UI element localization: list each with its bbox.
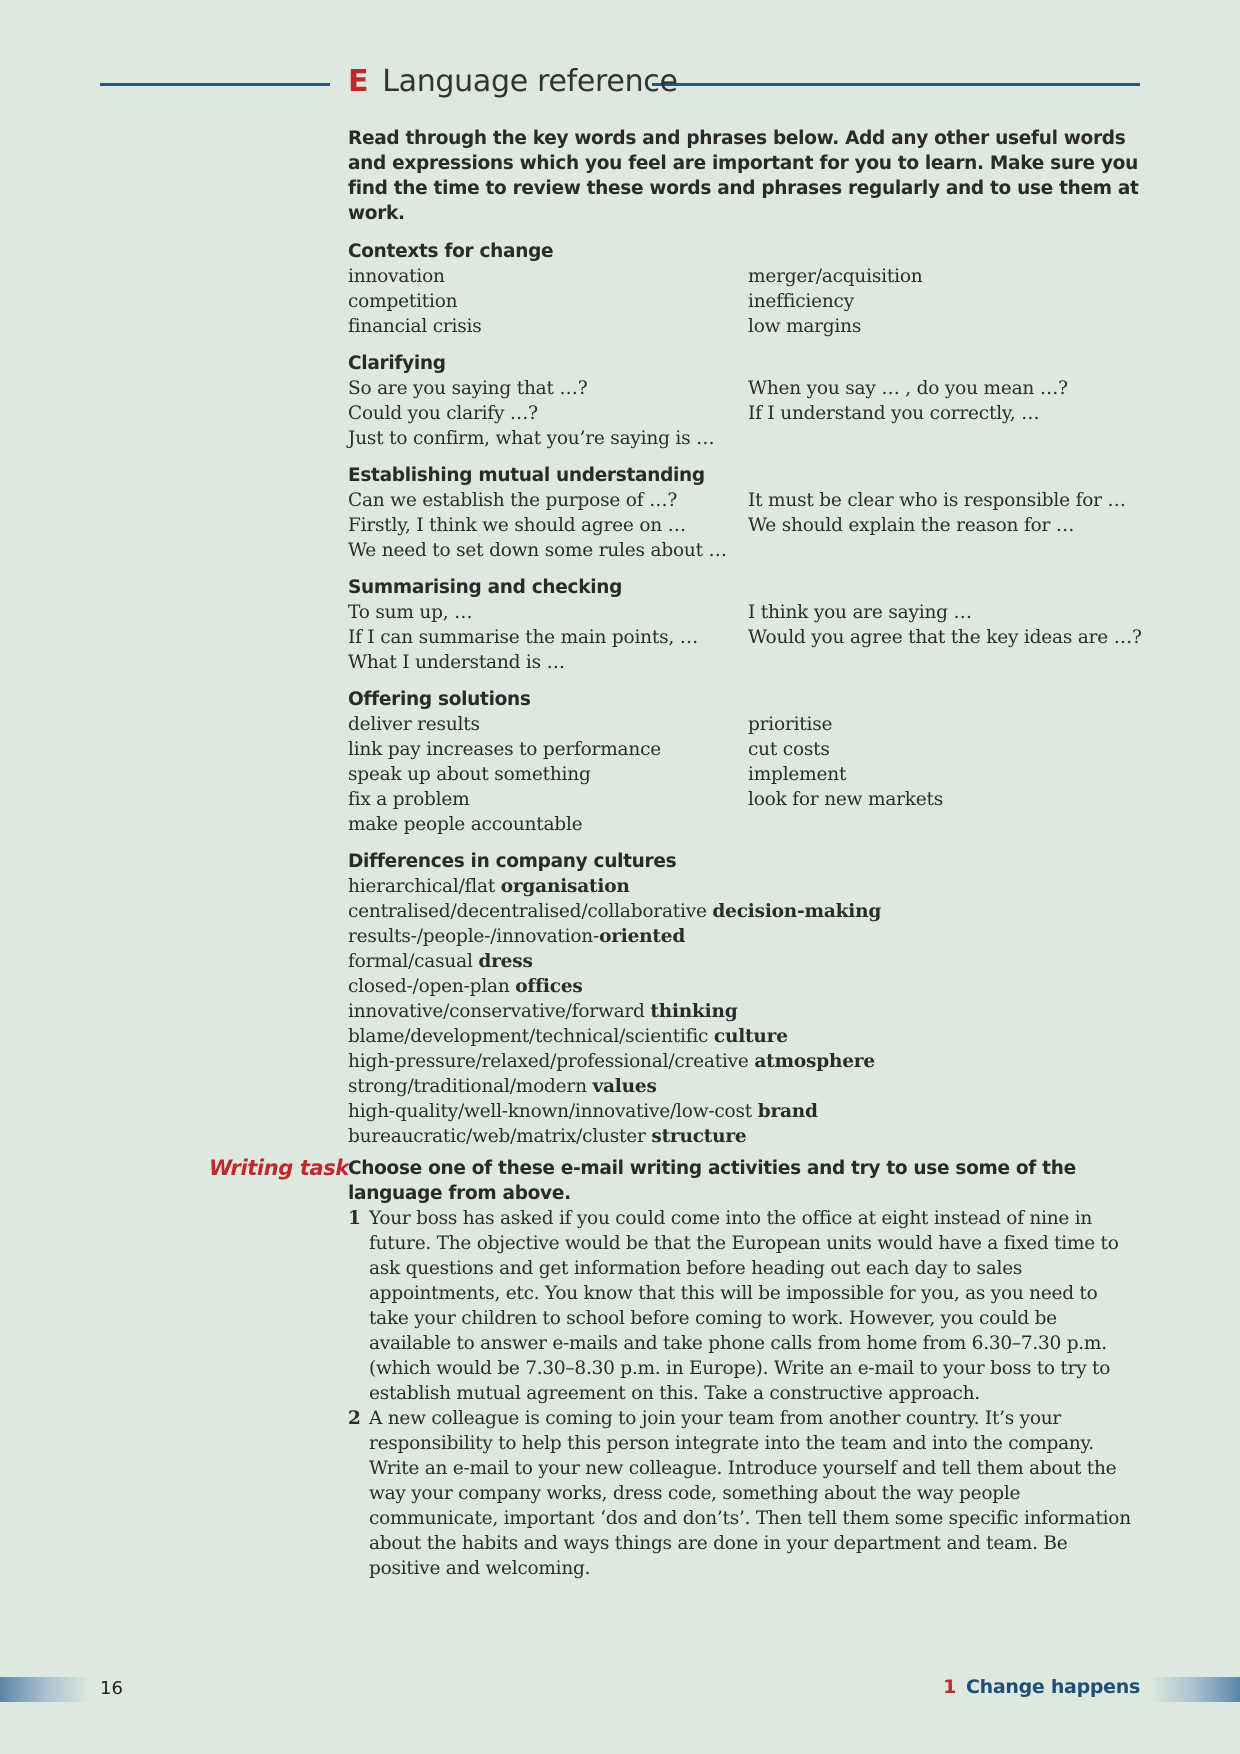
culture-keyword: values — [592, 1076, 657, 1097]
culture-prefix: closed-/open-plan — [348, 976, 516, 997]
culture-prefix: bureaucratic/web/matrix/cluster — [348, 1126, 652, 1147]
phrase-item: I think you are saying … — [748, 602, 972, 623]
group-column-left — [348, 712, 748, 837]
culture-prefix: hierarchical/flat — [348, 876, 501, 897]
footer-bar-right — [1150, 1677, 1240, 1702]
group-column-right — [748, 376, 1148, 451]
culture-item — [348, 899, 1148, 924]
culture-item — [348, 1049, 1148, 1074]
group-heading: Clarifying — [348, 353, 446, 374]
group-column-right — [748, 264, 1148, 339]
culture-prefix: results-/people-/innovation- — [348, 926, 600, 947]
phrase-item: So are you saying that …? — [348, 378, 588, 399]
section-letter: E — [348, 64, 369, 99]
phrase-item: Just to confirm, what you’re saying is … — [348, 428, 715, 449]
phrase-item: fix a problem — [348, 789, 470, 810]
culture-prefix: formal/casual — [348, 951, 479, 972]
page-number: 16 — [100, 1678, 123, 1699]
culture-item — [348, 874, 1148, 899]
group-column-left — [348, 264, 748, 339]
culture-item — [348, 999, 1148, 1024]
phrase-item: low margins — [748, 316, 862, 337]
culture-keyword: organisation — [500, 876, 630, 897]
group-columns — [348, 712, 1148, 837]
phrase-item: financial crisis — [348, 316, 482, 337]
phrase-item: To sum up, … — [348, 602, 473, 623]
group-column-right — [748, 712, 1148, 837]
culture-keyword: brand — [757, 1101, 818, 1122]
writing-task-label: Writing task — [209, 1156, 349, 1180]
phrase-item: When you say … , do you mean …? — [748, 378, 1068, 399]
culture-item — [348, 924, 1148, 949]
header-rule-left — [100, 83, 330, 86]
culture-item — [348, 1074, 1148, 1099]
group-columns — [348, 600, 1148, 675]
culture-items-list — [348, 874, 1148, 1149]
phrase-item: inefficiency — [748, 291, 854, 312]
culture-keyword: dress — [478, 951, 533, 972]
phrase-item: innovation — [348, 266, 445, 287]
culture-prefix: blame/development/technical/scientific — [348, 1026, 714, 1047]
culture-prefix: high-pressure/relaxed/professional/creative — [348, 1051, 755, 1072]
group-heading: Offering solutions — [348, 689, 531, 710]
phrase-item: speak up about something — [348, 764, 591, 785]
phrase-group — [348, 463, 1148, 563]
unit-number: 1 — [943, 1676, 956, 1698]
group-heading: Establishing mutual understanding — [348, 465, 705, 486]
culture-keyword: structure — [651, 1126, 747, 1147]
phrase-item: We need to set down some rules about … — [348, 540, 727, 561]
phrase-item: Would you agree that the key ideas are …? — [748, 627, 1142, 648]
culture-item — [348, 1124, 1148, 1149]
phrase-item: What I understand is … — [348, 652, 565, 673]
language-reference-content — [348, 126, 1148, 1161]
phrase-item: make people accountable — [348, 814, 583, 835]
phrase-item: Firstly, I think we should agree on … — [348, 515, 686, 536]
phrase-group — [348, 687, 1148, 837]
culture-item — [348, 1099, 1148, 1124]
phrase-item: competition — [348, 291, 458, 312]
culture-prefix: centralised/decentralised/collaborative — [348, 901, 713, 922]
phrase-item: deliver results — [348, 714, 480, 735]
group-heading: Summarising and checking — [348, 577, 623, 598]
writing-task-list — [348, 1206, 1138, 1581]
writing-task-item — [348, 1406, 1138, 1581]
phrase-item: Could you clarify …? — [348, 403, 538, 424]
footer-bar-left — [0, 1677, 90, 1702]
phrase-group — [348, 239, 1148, 339]
culture-keyword: atmosphere — [754, 1051, 875, 1072]
group-column-left — [348, 376, 748, 451]
task-text: A new colleague is coming to join your team from another country. It’s your responsibility to help this person integrate into the team and into the company. Write an e-mail to your new colleague. Introduce yourself and tell them about the way your company works, dress code, something about the way people communicate, important ‘dos and don’ts’. Then tell them some specific information about the habits and ways things are done in your department and team. Be positive and welcoming. — [369, 1408, 1131, 1579]
group-heading: Differences in company cultures — [348, 851, 677, 872]
phrase-item: If I can summarise the main points, … — [348, 627, 699, 648]
writing-task-item — [348, 1206, 1138, 1406]
phrase-item: It must be clear who is responsible for … — [748, 490, 1126, 511]
group-column-right — [748, 488, 1148, 563]
phrase-groups — [348, 239, 1148, 837]
group-columns — [348, 376, 1148, 451]
phrase-item: If I understand you correctly, … — [748, 403, 1040, 424]
culture-keyword: oriented — [599, 926, 686, 947]
phrase-item: implement — [748, 764, 847, 785]
culture-keyword: culture — [713, 1026, 788, 1047]
header-rule-right — [652, 83, 1140, 86]
section-title-text: Language reference — [382, 64, 678, 99]
culture-prefix: innovative/conservative/forward — [348, 1001, 651, 1022]
section-title — [348, 60, 678, 104]
phrase-item: prioritise — [748, 714, 833, 735]
group-column-left — [348, 488, 748, 563]
phrase-item: cut costs — [748, 739, 830, 760]
phrase-item: merger/acquisition — [748, 266, 923, 287]
phrase-item: We should explain the reason for … — [748, 515, 1075, 536]
culture-keyword: offices — [515, 976, 583, 997]
group-column-left — [348, 600, 748, 675]
task-number: 2 — [348, 1408, 361, 1429]
culture-item — [348, 949, 1148, 974]
culture-item — [348, 974, 1148, 999]
task-number: 1 — [348, 1208, 361, 1229]
culture-keyword: decision-making — [712, 901, 882, 922]
culture-item — [348, 1024, 1148, 1049]
group-heading: Contexts for change — [348, 241, 554, 262]
phrase-group — [348, 575, 1148, 675]
writing-task — [348, 1156, 1138, 1581]
unit-title: Change happens — [966, 1676, 1140, 1698]
writing-task-intro: Choose one of these e-mail writing activities and try to use some of the language from above. — [348, 1158, 1076, 1204]
culture-keyword: thinking — [650, 1001, 738, 1022]
cultures-group — [348, 849, 1148, 1149]
phrase-item: look for new markets — [748, 789, 944, 810]
phrase-group — [348, 351, 1148, 451]
phrase-item: Can we establish the purpose of …? — [348, 490, 678, 511]
culture-prefix: high-quality/well-known/innovative/low-cost — [348, 1101, 758, 1122]
group-columns — [348, 264, 1148, 339]
footer-unit-title — [943, 1674, 1140, 1700]
group-columns — [348, 488, 1148, 563]
phrase-item: link pay increases to performance — [348, 739, 661, 760]
culture-prefix: strong/traditional/modern — [348, 1076, 593, 1097]
task-text: Your boss has asked if you could come into the office at eight instead of nine in future. The objective would be that the European units would have a fixed time to ask questions and get information before heading out each day to sales appointments, etc. You know that this will be impossible for you, as you need to take your children to school before coming to work. However, you could be available to answer e-mails and take phone calls from home from 6.30–7.30 p.m. (which would be 7.30–8.30 p.m. in Europe). Write an e-mail to your boss to try to establish mutual agreement on this. Take a constructive approach. — [369, 1208, 1119, 1404]
intro-instructions: Read through the key words and phrases below. Add any other useful words and expressions which you feel are important for you to learn. Make sure you find the time to review these words and phrases regularly and to use them at work. — [348, 128, 1139, 224]
group-column-right — [748, 600, 1148, 675]
